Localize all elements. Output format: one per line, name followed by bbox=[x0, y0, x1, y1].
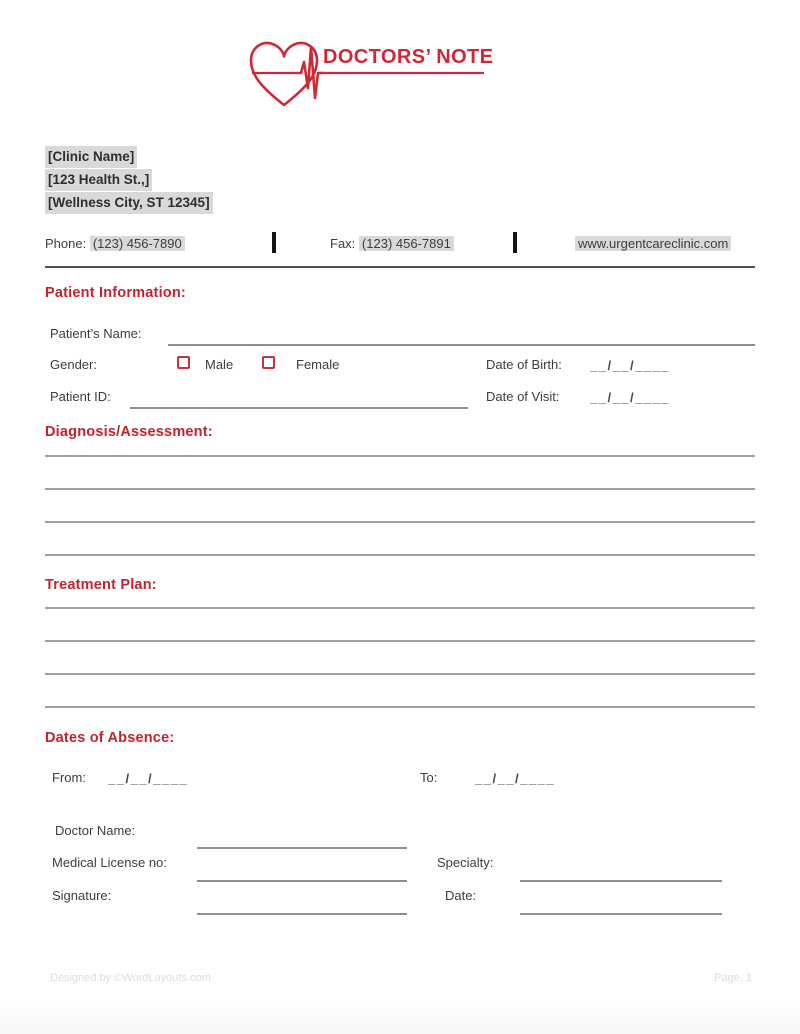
clinic-street[interactable]: [123 Health St.,] bbox=[45, 169, 152, 191]
gender-label: Gender: bbox=[50, 357, 97, 372]
patient-id-label: Patient ID: bbox=[50, 389, 111, 404]
clinic-address-block bbox=[45, 146, 213, 215]
writing-line[interactable] bbox=[45, 488, 755, 490]
medical-license-input-line[interactable] bbox=[197, 880, 407, 882]
footer-credit: Designed by ©WordLayouts.com bbox=[50, 972, 211, 984]
patient-id-input-line[interactable] bbox=[130, 407, 468, 409]
female-label: Female bbox=[296, 357, 340, 372]
writing-line[interactable] bbox=[45, 607, 755, 609]
treatment-heading: Treatment Plan: bbox=[45, 577, 157, 593]
absence-from-input[interactable]: __/__/____ bbox=[108, 771, 189, 786]
treatment-writing-area[interactable] bbox=[45, 607, 755, 708]
date-label: Date: bbox=[445, 888, 477, 903]
doctor-name-label: Doctor Name: bbox=[55, 823, 136, 838]
writing-line[interactable] bbox=[45, 640, 755, 642]
clinic-city[interactable]: [Wellness City, ST 12345] bbox=[45, 192, 213, 214]
diagnosis-heading: Diagnosis/Assessment: bbox=[45, 424, 213, 440]
absence-to-input[interactable]: __/__/____ bbox=[475, 771, 556, 786]
phone-label: Phone: bbox=[45, 236, 87, 251]
patient-name-input-line[interactable] bbox=[168, 344, 755, 346]
website-field bbox=[575, 236, 731, 251]
phone-value[interactable]: (123) 456-7890 bbox=[90, 236, 185, 251]
date-input-line[interactable] bbox=[520, 913, 722, 915]
signature-label: Signature: bbox=[52, 888, 112, 903]
signature-input-line[interactable] bbox=[197, 913, 407, 915]
contact-separator bbox=[272, 232, 276, 253]
writing-line[interactable] bbox=[45, 706, 755, 708]
medical-license-label: Medical License no: bbox=[52, 855, 167, 870]
female-checkbox[interactable] bbox=[262, 356, 275, 369]
absence-heading: Dates of Absence: bbox=[45, 730, 175, 746]
absence-from-label: From: bbox=[52, 770, 86, 785]
doctor-name-input-line[interactable] bbox=[197, 847, 407, 849]
diagnosis-writing-area[interactable] bbox=[45, 455, 755, 556]
date-of-birth-label: Date of Birth: bbox=[486, 357, 562, 372]
date-of-birth-input[interactable]: __/__/____ bbox=[590, 358, 671, 373]
writing-line[interactable] bbox=[45, 455, 755, 457]
fax-label: Fax: bbox=[330, 236, 356, 251]
writing-line[interactable] bbox=[45, 521, 755, 523]
header-divider bbox=[45, 266, 755, 268]
clinic-name[interactable]: [Clinic Name] bbox=[45, 146, 137, 168]
patient-info-heading: Patient Information: bbox=[45, 285, 186, 301]
absence-to-label: To: bbox=[420, 770, 438, 785]
specialty-label: Specialty: bbox=[437, 855, 494, 870]
fax-value[interactable]: (123) 456-7891 bbox=[359, 236, 454, 251]
male-checkbox[interactable] bbox=[177, 356, 190, 369]
male-label: Male bbox=[205, 357, 234, 372]
writing-line[interactable] bbox=[45, 673, 755, 675]
phone-field bbox=[45, 236, 185, 251]
writing-line[interactable] bbox=[45, 554, 755, 556]
page-title: DOCTORS’ NOTE bbox=[323, 46, 494, 68]
contact-separator bbox=[513, 232, 517, 253]
specialty-input-line[interactable] bbox=[520, 880, 722, 882]
fax-field bbox=[330, 236, 454, 251]
date-of-visit-label: Date of Visit: bbox=[486, 389, 560, 404]
footer-page-number: Page. 1 bbox=[714, 972, 752, 984]
website-value[interactable]: www.urgentcareclinic.com bbox=[575, 236, 731, 251]
date-of-visit-input[interactable]: __/__/____ bbox=[590, 390, 671, 405]
clinic-logo bbox=[243, 34, 494, 112]
patient-name-label: Patient’s Name: bbox=[50, 326, 142, 341]
